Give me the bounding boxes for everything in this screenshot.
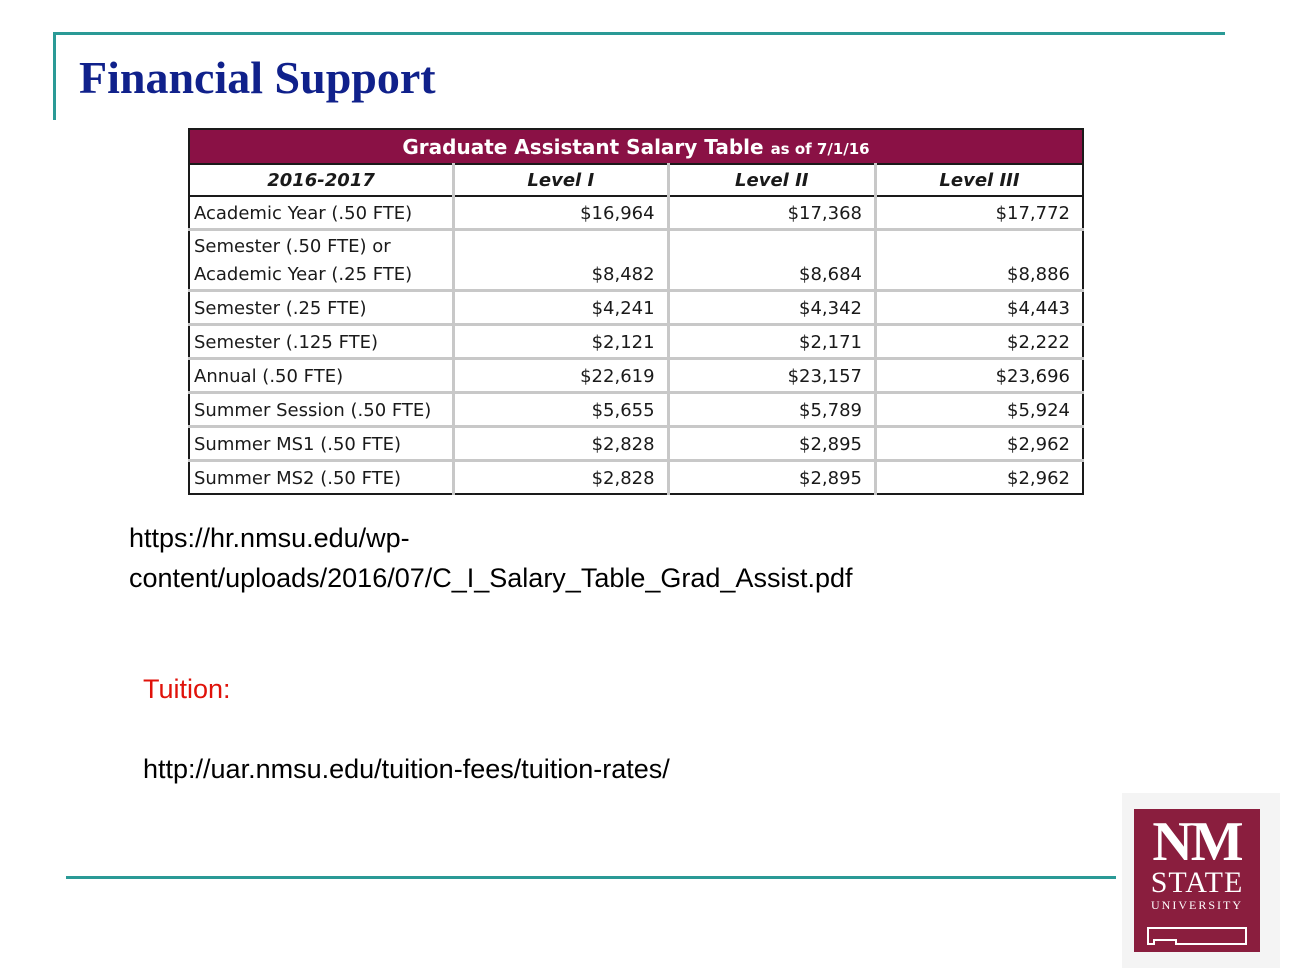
- salary-table-link[interactable]: [129, 518, 1129, 598]
- tuition-link[interactable]: http://uar.nmsu.edu/tuition-fees/tuition-rates/: [143, 754, 670, 784]
- salary-link-line-2: content/uploads/2016/07/C_I_Salary_Table_Grad_Assist.pdf: [129, 563, 853, 593]
- table-banner-row: [189, 129, 1083, 164]
- cell-level-2: $23,157: [668, 359, 875, 393]
- cell-level-1: $2,828: [454, 461, 668, 495]
- cell-level-3: $5,924: [876, 393, 1084, 427]
- cell-level-2: $5,789: [668, 393, 875, 427]
- table-row: [189, 461, 1083, 495]
- cell-level-3: $2,222: [876, 325, 1084, 359]
- cell-level-3: $17,772: [876, 196, 1084, 230]
- table-row: [189, 427, 1083, 461]
- cell-level-3: $23,696: [876, 359, 1084, 393]
- cell-level-3: $2,962: [876, 427, 1084, 461]
- table-banner: [189, 129, 1083, 164]
- row-label-line-2: Academic Year (.25 FTE): [194, 264, 413, 285]
- cell-level-2: $2,171: [668, 325, 875, 359]
- row-label: Academic Year (.50 FTE): [189, 196, 454, 230]
- cell-level-2: $17,368: [668, 196, 875, 230]
- cell-level-1: $8,482: [454, 230, 668, 291]
- cell-level-2: $2,895: [668, 461, 875, 495]
- table-row: [189, 196, 1083, 230]
- table-row: [189, 230, 1083, 291]
- cell-level-2: $8,684: [668, 230, 875, 291]
- cell-level-3: $2,962: [1007, 468, 1070, 489]
- cell-level-1: $5,655: [454, 393, 668, 427]
- row-label: Summer Session (.50 FTE): [189, 393, 454, 427]
- cell-level-1: $2,828: [454, 427, 668, 461]
- cell-level-3: $8,886: [876, 230, 1084, 291]
- cell-level-2: $2,895: [668, 427, 875, 461]
- table-banner-date: as of 7/1/16: [770, 139, 870, 158]
- left-accent-bar: [53, 32, 56, 120]
- tuition-label: Tuition:: [143, 674, 231, 704]
- university-logo-frame: [1122, 793, 1280, 968]
- salary-table: [188, 128, 1084, 495]
- cell-level-2: $4,342: [668, 291, 875, 325]
- column-header-level-3: Level III: [876, 164, 1084, 196]
- logo-university-text: UNIVERSITY: [1151, 898, 1243, 912]
- column-header-level-1: Level I: [454, 164, 668, 196]
- row-label: Semester (.125 FTE): [189, 325, 454, 359]
- column-header-level-2: Level II: [668, 164, 875, 196]
- logo-nm-text: NM: [1152, 811, 1242, 873]
- table-row: [189, 325, 1083, 359]
- cell-level-1: $4,241: [454, 291, 668, 325]
- row-label: Annual (.50 FTE): [189, 359, 454, 393]
- row-label-line-1: Semester (.50 FTE) or: [194, 236, 391, 257]
- nmsu-logo: [1134, 809, 1260, 952]
- table-row: [189, 291, 1083, 325]
- top-divider: [53, 32, 1225, 35]
- table-header-row: [189, 164, 1083, 196]
- salary-link-line-1: https://hr.nmsu.edu/wp-: [129, 523, 410, 553]
- row-label: Semester (.25 FTE): [189, 291, 454, 325]
- new-mexico-outline-icon: [1146, 926, 1248, 946]
- row-label: Summer MS2 (.50 FTE): [189, 461, 454, 495]
- table-row: [189, 359, 1083, 393]
- cell-level-1: $16,964: [454, 196, 668, 230]
- cell-level-3: $4,443: [876, 291, 1084, 325]
- cell-level-1: $2,121: [454, 325, 668, 359]
- table-row: [189, 393, 1083, 427]
- column-header-year: 2016-2017: [189, 164, 454, 196]
- logo-state-text: STATE: [1150, 866, 1244, 899]
- bottom-divider: [66, 876, 1116, 879]
- cell-level-1: $22,619: [454, 359, 668, 393]
- table-banner-title: Graduate Assistant Salary Table: [402, 134, 764, 159]
- slide-title: Financial Support: [79, 52, 436, 103]
- row-label: Summer MS1 (.50 FTE): [189, 427, 454, 461]
- row-label: [189, 230, 454, 291]
